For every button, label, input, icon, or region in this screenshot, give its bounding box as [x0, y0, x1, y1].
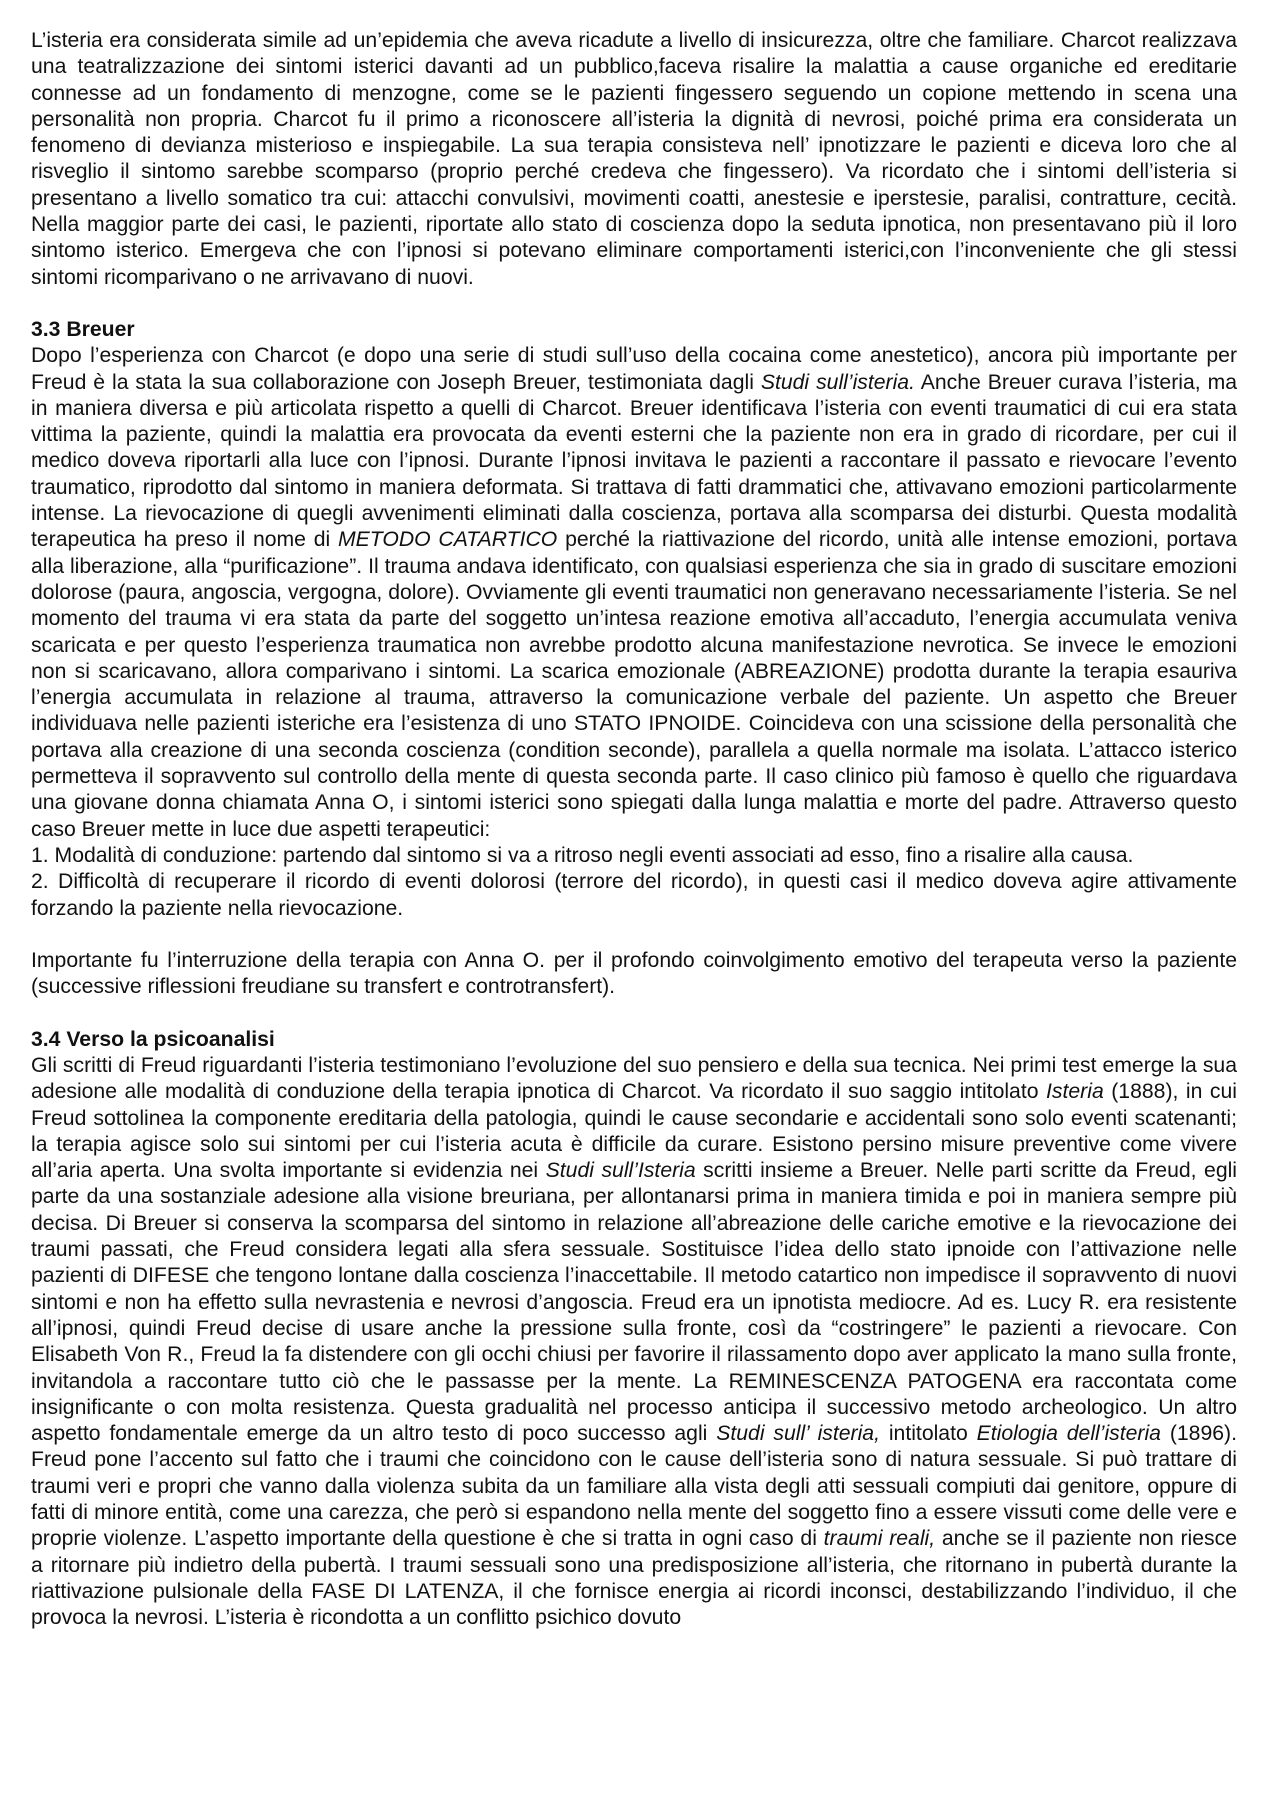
psico-text-i: (1896). Freud pone l’accento sul fatto che i traumi che coincidono con le cause dell’isteria sono di natura sessuale. Si può trattare di traumi veri e propri che vanno dalla violenza subita da un familiare alla vista degli atti sessuali compiuti dai genitore, oppure di fatti di minore entità, come una carezza, che però si espandono nella mente del soggetto fino a essere vissuti come delle vere e proprie violenze. L’aspetto importante della questione è che si tratta in ogni caso di	[31, 1422, 1237, 1551]
section-heading-psicoanalisi: 3.4 Verso la psicoanalisi	[31, 1027, 275, 1051]
breuer-text-e: perché la riattivazione del ricordo, unità alle intense emozioni, portava alla liberazione, alla “purificazione”. Il trauma andava identificato, con qualsiasi esperienza che sia in grado di suscitare emozioni dolorose (paura, angoscia, vergogna, dolore). Ovviamente gli eventi traumatici non generavano necessariamente l’isteria. Se nel momento del trauma vi era stata da parte del soggetto un’intesa reazione emotiva all’accaduto, l’energia accumulata veniva scaricata e per questo l’esperienza traumatica non avrebbe prodotto alcuna manifestazione nevrotica. Se invece le emozioni non si scaricavano, allora comparivano i sintomi. La scarica emozionale (ABREAZIONE) prodotta durante la terapia esauriva l’energia accumulata in relazione al trauma, attraverso la comunicazione verbale del paziente. Un aspetto che Breuer individuava nelle pazienti isteriche era l’esistenza di uno STATO IPNOIDE. Coincideva con una scissione della personalità che portava alla creazione di una seconda coscienza (condition seconde), parallela a quella normale ma isolata. L’attacco isterico permetteva il sopravvento sul controllo della mente di questa seconda parte. Il caso clinico più famoso è quello che riguardava una giovane donna chiamata Anna O, i sintomi isterici sono spiegati dalla lunga malattia e morte del padre. Attraverso questo caso Breuer mette in luce due aspetti terapeutici:	[31, 528, 1237, 841]
psico-title-isteria: Isteria	[1046, 1080, 1104, 1104]
section-3-3	[31, 317, 1237, 1001]
psico-traumi-reali: traumi reali,	[823, 1527, 936, 1551]
list-item-1: 1. Modalità di conduzione: partendo dal sintomo si va a ritroso negli eventi associati ad esso, fino a risalire alla causa.	[31, 843, 1134, 867]
intro-paragraph: L’isteria era considerata simile ad un’epidemia che aveva ricadute a livello di insicurezza, oltre che familiare. Charcot realizzava una teatralizzazione dei sintomi isterici davanti ad un pubblico,faceva risalire la malattia a cause organiche ed ereditarie connesse ad un fondamento di menzogne, come se le pazienti fingessero seguendo un copione mettendo in scena una personalità non propria. Charcot fu il primo a riconoscere all’isteria la dignità di nevrosi, poiché prima era considerata un fenomeno di devianza misterioso e inspiegabile. La sua terapia consisteva nell’ ipnotizzare le pazienti e diceva loro che al risveglio il sintomo sarebbe scomparso (proprio perché credeva che fingessero). Va ricordato che i sintomi dell’isteria si presentano a livello somatico tra cui: attacchi convulsivi, movimenti coatti, anestesie e iperstesie, paralisi, contratture, cecità. Nella maggior parte dei casi, le pazienti, riportate allo stato di coscienza dopo la seduta ipnotica, non presentavano più il loro sintomo isterico. Emergeva che con l’ipnosi si potevano eliminare comportamenti isterici,con l’inconveniente che gli stessi sintomi ricomparivano o ne arrivavano di nuovi.	[31, 29, 1237, 289]
paragraph-spacer	[31, 922, 1237, 948]
section-heading-breuer: 3.3 Breuer	[31, 317, 135, 341]
psico-title-etiologia: Etiologia dell’isteria	[976, 1422, 1161, 1446]
psico-text-g: intitolato	[879, 1422, 977, 1446]
psicoanalisi-paragraph	[31, 1053, 1237, 1632]
breuer-title-studi: Studi sull’isteria.	[760, 370, 915, 394]
anna-o-paragraph: Importante fu l’interruzione della terapia con Anna O. per il profondo coinvolgimento emotivo del terapeuta verso la paziente (successive riflessioni freudiane su transfert e controtransfert).	[31, 949, 1237, 999]
breuer-text-c: Anche Breuer curava l’isteria, ma in maniera diversa e più articolata rispetto a quelli di Charcot. Breuer identificava l’isteria con eventi traumatici di cui era stata vittima la paziente, quindi la malattia era provocata da eventi esterni che la paziente non era in grado di ricordare, per cui il medico doveva riportarli alla luce con l’ipnosi. Durante l’ipnosi invitava le pazienti a raccontare il passato e rievocare l’evento traumatico, riprodotto dal sintomo in maniera deformata. Si trattava di fatti drammatici che, attivavano emozioni particolarmente intense. La rievocazione di quegli avvenimenti eliminati dalla coscienza, portava alla scomparsa dei disturbi. Questa modalità terapeutica ha preso il nome di	[31, 370, 1237, 552]
psico-text-c: (1888), in cui Freud sottolinea la componente ereditaria della patologia, quindi le cause secondarie e accidentali sono solo eventi scatenanti; la terapia agisce solo sui sintomi per cui l’isteria acuta è difficile da curare. Esistono persino misure preventive come vivere all’aria aperta. Una svolta importante si evidenzia nei	[31, 1080, 1237, 1183]
psico-text-a: Gli scritti di Freud riguardanti l’isteria testimoniano l’evoluzione del suo pensiero e della sua tecnica. Nei primi test emerge la sua adesione alle modalità di conduzione della terapia ipnotica di Charcot. Va ricordato il suo saggio intitolato	[31, 1053, 1237, 1104]
breuer-metodo-catartico: METODO CATARTICO	[338, 528, 558, 552]
psico-text-k: anche se il paziente non riesce a ritornare più indietro della pubertà. I traumi sessuali sono una predisposizione all’isteria, che ritornano in pubertà durante la riattivazione pulsionale della FASE DI LATENZA, il che fornisce energia ai ricordi inconsci, destabilizzando l’individuo, il che provoca la nevrosi. L’isteria è ricondotta a un conflitto psichico dovuto	[31, 1527, 1237, 1630]
section-3-4	[31, 1027, 1237, 1632]
breuer-text-a: Dopo l’esperienza con Charcot (e dopo una serie di studi sull’uso della cocaina come anestetico), ancora più importante per Freud è la stata la sua collaborazione con Joseph Breuer, testimoniata dagli	[31, 344, 1237, 394]
psico-title-studi: Studi sull’Isteria	[545, 1159, 696, 1183]
psico-title-studi-2: Studi sull’ isteria,	[716, 1422, 880, 1446]
breuer-paragraph	[31, 343, 1237, 843]
list-item-2: 2. Difficoltà di recuperare il ricordo di eventi dolorosi (terrore del ricordo), in questi casi il medico doveva agire attivamente forzando la paziente nella rievocazione.	[31, 870, 1237, 920]
psico-text-e: scritti insieme a Breuer. Nelle parti scritte da Freud, egli parte da una sostanziale adesione alla visione breuriana, per allontanarsi prima in maniera timida e poi in maniera sempre più decisa. Di Breuer si conserva la scomparsa del sintomo in relazione all’abreazione delle cariche emotive e la rievocazione dei traumi passati, che Freud considera legati alla sfera sessuale. Sostituisce l’idea dello stato ipnoide con l’attivazione nelle pazienti di DIFESE che tengono lontane dalla coscienza l’inaccettabile. Il metodo catartico non impedisce il sopravvento di nuovi sintomi e non ha effetto sulla nevrastenia e nevrosi d’angoscia. Freud era un ipnotista mediocre. Ad es. Lucy R. era resistente all’ipnosi, quindi Freud decise di usare anche la pressione sulla fronte, così da “costringere” le pazienti a rievocare. Con Elisabeth Von R., Freud la fa distendere con gli occhi chiusi per favorire il rilassamento dopo aver applicato la mano sulla fronte, invitandola a raccontare tutto ciò che le passasse per la mente. La REMINESCENZA PATOGENA era raccontata come insignificante o con molta resistenza. Questa gradualità nel processo anticipa il successivo metodo archeologico. Un altro aspetto fondamentale emerge da un altro testo di poco successo agli	[31, 1159, 1238, 1446]
